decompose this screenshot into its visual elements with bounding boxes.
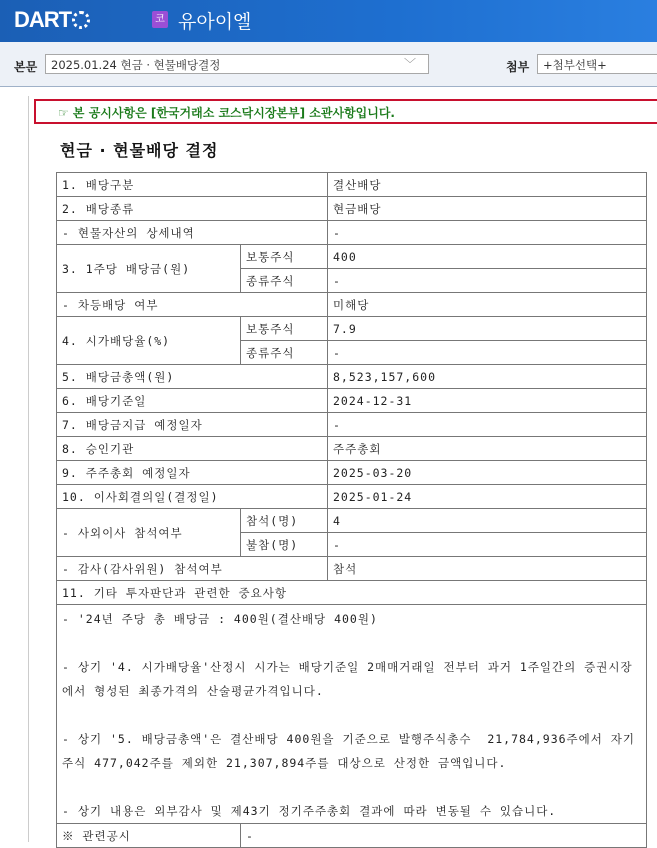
body-select[interactable] — [45, 54, 429, 74]
value: 미해당 — [328, 293, 647, 317]
value: 2025-03-20 — [328, 461, 647, 485]
value: 7.9 — [328, 317, 647, 341]
label: 4. 시가배당율(%) — [57, 317, 241, 365]
label: 6. 배당기준일 — [57, 389, 328, 413]
body-label: 본문 — [14, 60, 38, 74]
attach-label: 첨부 — [506, 60, 530, 74]
value: - — [328, 341, 647, 365]
value: - — [328, 533, 647, 557]
label: 11. 기타 투자판단과 관련한 중요사항 — [57, 581, 647, 605]
value: 2025-01-24 — [328, 485, 647, 509]
value: 8,523,157,600 — [328, 365, 647, 389]
dart-logo[interactable]: DART — [14, 7, 90, 33]
label: 8. 승인기관 — [57, 437, 328, 461]
label: 7. 배당금지급 예정일자 — [57, 413, 328, 437]
label: - 현물자산의 상세내역 — [57, 221, 328, 245]
label: 10. 이사회결의일(결정일) — [57, 485, 328, 509]
attach-select[interactable] — [537, 54, 657, 74]
sublabel: 보통주식 — [241, 245, 328, 269]
sublabel: 종류주식 — [241, 269, 328, 293]
label: - 사외이사 참석여부 — [57, 509, 241, 557]
label: 9. 주주총회 예정일자 — [57, 461, 328, 485]
value: - — [241, 824, 647, 848]
sublabel: 불참(명) — [241, 533, 328, 557]
sublabel: 참석(명) — [241, 509, 328, 533]
value: 2024-12-31 — [328, 389, 647, 413]
sublabel: 보통주식 — [241, 317, 328, 341]
value: 4 — [328, 509, 647, 533]
label: 1. 배당구분 — [57, 173, 328, 197]
chevron-down-icon: ﹀ — [403, 57, 416, 71]
sublabel: 종류주식 — [241, 341, 328, 365]
body-select-value: 2025.01.24 현금 · 현물배당결정 — [51, 58, 221, 72]
label: 5. 배당금총액(원) — [57, 365, 328, 389]
label: 2. 배당종류 — [57, 197, 328, 221]
other-notes: - '24년 주당 총 배당금 : 400원(결산배당 400원) - 상기 '4. 시가배당율'산정시 시가는 배당기준일 2매매거래일 전부터 과거 1주일간의 증권시장에서 형성된 최종가격의 산술평균가격입니다. - 상기 '5. 배당금총액'은 결산배당 400원을 기준으로 발행주식총수 21,784,936주에서 자기주식 477,042주를 제외한 21,307,894주를 대상으로 산정한 금액입니다. - 상기 내용은 외부감사 및 제43기 정기주주총회 결과에 따라 변동될 수 있습니다. — [57, 605, 647, 824]
company-name: 유아이엘 — [178, 11, 252, 33]
value: 결산배당 — [328, 173, 647, 197]
value: 주주총회 — [328, 437, 647, 461]
value: - — [328, 413, 647, 437]
jurisdiction-notice: ☞ 본 공시사항은 [한국거래소 코스닥시장본부] 소관사항입니다. — [34, 99, 657, 124]
value: 현금배당 — [328, 197, 647, 221]
attach-select-value: +첨부선택+ — [543, 58, 607, 72]
label: 3. 1주당 배당금(원) — [57, 245, 241, 293]
dividend-table — [56, 172, 647, 848]
value: 400 — [328, 245, 647, 269]
value: 참석 — [328, 557, 647, 581]
label: - 감사(감사위원) 참석여부 — [57, 557, 328, 581]
value: - — [328, 221, 647, 245]
label: ※ 관련공시 — [57, 824, 241, 848]
document-title: 현금 · 현물배당 결정 — [60, 141, 219, 160]
label: - 차등배당 여부 — [57, 293, 328, 317]
header — [0, 0, 657, 42]
kosdaq-badge: 코 — [152, 11, 168, 28]
value: - — [328, 269, 647, 293]
